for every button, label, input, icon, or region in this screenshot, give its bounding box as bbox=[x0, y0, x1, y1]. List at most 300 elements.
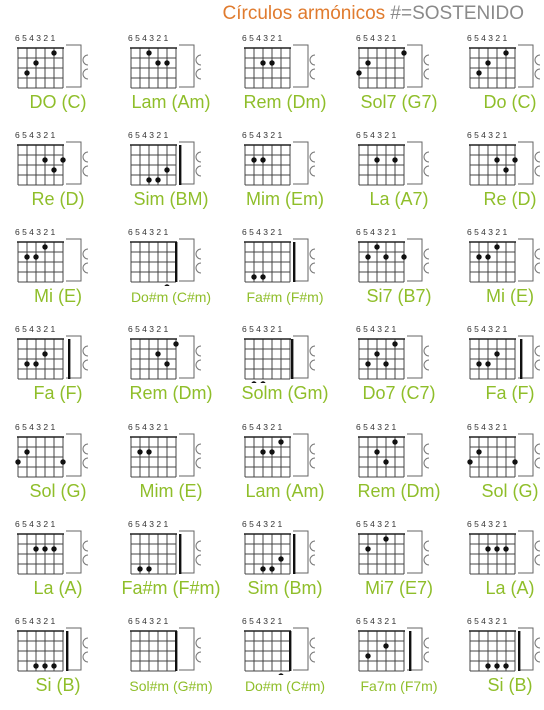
headstock-icon bbox=[518, 45, 533, 87]
chord-diagram bbox=[12, 226, 94, 286]
chord-label: Fa7m (F7m) bbox=[360, 678, 438, 694]
tuning-peg-icon bbox=[83, 555, 88, 565]
chord-label: Si (B) bbox=[487, 675, 533, 695]
chord-card bbox=[345, 30, 453, 127]
tuning-peg-icon bbox=[424, 638, 429, 648]
finger-dot bbox=[494, 663, 499, 668]
string-numbers: 6 5 4 3 2 1 bbox=[356, 130, 397, 140]
tuning-peg-icon bbox=[535, 638, 540, 648]
finger-dot bbox=[401, 50, 406, 55]
headstock-icon bbox=[293, 45, 308, 87]
finger-dot bbox=[365, 60, 370, 65]
chord-label: Sol7 (G7) bbox=[360, 92, 438, 112]
tuning-peg-icon bbox=[310, 652, 315, 662]
tuning-peg-icon bbox=[310, 263, 315, 273]
headstock-icon bbox=[66, 531, 81, 573]
string-numbers: 6 5 4 3 2 1 bbox=[128, 130, 169, 140]
string-numbers: 6 5 4 3 2 1 bbox=[467, 324, 508, 334]
chord-diagram bbox=[12, 518, 94, 578]
tuning-peg-icon bbox=[310, 638, 315, 648]
chord-diagram bbox=[125, 323, 207, 383]
chord-card bbox=[231, 516, 339, 613]
tuning-peg-icon bbox=[535, 152, 540, 162]
chord-card bbox=[456, 613, 544, 710]
finger-dot bbox=[485, 254, 490, 259]
chord-card bbox=[231, 224, 339, 321]
tuning-peg-icon bbox=[535, 555, 540, 565]
string-numbers: 6 5 4 3 2 1 bbox=[128, 33, 169, 43]
title-accent: #=SOSTENIDO bbox=[390, 3, 524, 24]
chord-diagram bbox=[239, 32, 321, 92]
chord-card bbox=[117, 516, 225, 613]
string-numbers: 6 5 4 3 2 1 bbox=[128, 324, 169, 334]
chord-diagram bbox=[12, 323, 94, 383]
finger-dot bbox=[137, 449, 142, 454]
headstock-icon bbox=[66, 142, 81, 184]
tuning-peg-icon bbox=[535, 444, 540, 454]
barre-marker bbox=[293, 534, 295, 574]
finger-dot bbox=[146, 566, 151, 571]
string-numbers: 6 5 4 3 2 1 bbox=[15, 422, 56, 432]
chord-card bbox=[345, 224, 453, 321]
tuning-peg-icon bbox=[310, 69, 315, 79]
chord-diagram bbox=[239, 323, 321, 383]
title-main: Círculos armónicos bbox=[222, 3, 386, 24]
barre-marker bbox=[179, 145, 181, 185]
tuning-peg-icon bbox=[424, 55, 429, 65]
chord-label: Do (C) bbox=[483, 92, 537, 112]
string-numbers: 6 5 4 3 2 1 bbox=[242, 519, 283, 529]
barre-marker bbox=[293, 242, 295, 282]
headstock-icon bbox=[66, 45, 81, 87]
chord-card bbox=[345, 321, 453, 418]
finger-dot bbox=[164, 284, 169, 286]
chord-label: Fa (F) bbox=[33, 383, 83, 403]
chord-label: La (A7) bbox=[369, 189, 429, 209]
chord-label: Mim (Em) bbox=[246, 189, 324, 209]
tuning-peg-icon bbox=[310, 152, 315, 162]
tuning-peg-icon bbox=[424, 263, 429, 273]
finger-dot bbox=[503, 546, 508, 551]
finger-dot bbox=[485, 546, 490, 551]
tuning-peg-icon bbox=[83, 541, 88, 551]
tuning-peg-icon bbox=[196, 444, 201, 454]
finger-dot bbox=[33, 60, 38, 65]
chord-diagram bbox=[464, 518, 544, 578]
tuning-peg-icon bbox=[83, 638, 88, 648]
finger-dot bbox=[155, 60, 160, 65]
chord-diagram bbox=[464, 421, 544, 481]
chord-card bbox=[345, 613, 453, 710]
tuning-peg-icon bbox=[83, 346, 88, 356]
finger-dot bbox=[33, 361, 38, 366]
tuning-peg-icon bbox=[424, 444, 429, 454]
chord-diagram bbox=[353, 129, 435, 189]
string-numbers: 6 5 4 3 2 1 bbox=[15, 130, 56, 140]
chord-diagram bbox=[12, 615, 94, 675]
barre-marker bbox=[179, 534, 181, 574]
finger-dot bbox=[42, 351, 47, 356]
string-numbers: 6 5 4 3 2 1 bbox=[356, 616, 397, 626]
tuning-peg-icon bbox=[535, 360, 540, 370]
chord-label: Sol (G) bbox=[29, 481, 87, 501]
finger-dot bbox=[365, 254, 370, 259]
finger-dot bbox=[146, 449, 151, 454]
barre-marker bbox=[68, 339, 70, 379]
chord-diagram bbox=[353, 32, 435, 92]
string-numbers: 6 5 4 3 2 1 bbox=[356, 33, 397, 43]
chord-label: Solm (Gm) bbox=[241, 383, 329, 403]
finger-dot bbox=[60, 459, 65, 464]
finger-dot bbox=[512, 157, 517, 162]
chord-card bbox=[231, 613, 339, 710]
finger-dot bbox=[485, 663, 490, 668]
finger-dot bbox=[260, 274, 265, 279]
finger-dot bbox=[51, 50, 56, 55]
string-numbers: 6 5 4 3 2 1 bbox=[356, 324, 397, 334]
string-numbers: 6 5 4 3 2 1 bbox=[467, 130, 508, 140]
tuning-peg-icon bbox=[424, 541, 429, 551]
string-numbers: 6 5 4 3 2 1 bbox=[15, 616, 56, 626]
tuning-peg-icon bbox=[535, 166, 540, 176]
chord-label: Lam (Am) bbox=[131, 92, 211, 112]
tuning-peg-icon bbox=[424, 458, 429, 468]
headstock-icon bbox=[407, 531, 422, 573]
chord-label: Do#m (C#m) bbox=[130, 289, 212, 305]
finger-dot bbox=[374, 351, 379, 356]
headstock-icon bbox=[293, 628, 308, 670]
headstock-icon bbox=[179, 628, 194, 670]
tuning-peg-icon bbox=[424, 652, 429, 662]
chord-label: Sol (G) bbox=[481, 481, 539, 501]
finger-dot bbox=[164, 167, 169, 172]
tuning-peg-icon bbox=[310, 444, 315, 454]
chord-card bbox=[456, 30, 544, 127]
tuning-peg-icon bbox=[196, 263, 201, 273]
chord-label: Si7 (B7) bbox=[366, 286, 432, 306]
tuning-peg-icon bbox=[196, 249, 201, 259]
chord-diagram bbox=[125, 518, 207, 578]
chord-label: Do7 (C7) bbox=[362, 383, 436, 403]
string-numbers: 6 5 4 3 2 1 bbox=[128, 616, 169, 626]
chord-label: Rem (Dm) bbox=[357, 481, 441, 501]
finger-dot bbox=[476, 361, 481, 366]
finger-dot bbox=[251, 274, 256, 279]
tuning-peg-icon bbox=[83, 263, 88, 273]
chord-card bbox=[231, 321, 339, 418]
chord-diagram bbox=[353, 615, 435, 675]
finger-dot bbox=[401, 254, 406, 259]
finger-dot bbox=[278, 439, 283, 444]
finger-dot bbox=[392, 439, 397, 444]
finger-dot bbox=[374, 244, 379, 249]
string-numbers: 6 5 4 3 2 1 bbox=[242, 616, 283, 626]
tuning-peg-icon bbox=[310, 458, 315, 468]
chord-card bbox=[117, 321, 225, 418]
chord-card bbox=[4, 224, 112, 321]
finger-dot bbox=[42, 546, 47, 551]
tuning-peg-icon bbox=[535, 652, 540, 662]
finger-dot bbox=[155, 351, 160, 356]
tuning-peg-icon bbox=[196, 166, 201, 176]
tuning-peg-icon bbox=[196, 55, 201, 65]
finger-dot bbox=[51, 167, 56, 172]
string-numbers: 6 5 4 3 2 1 bbox=[242, 33, 283, 43]
chord-label: DO (C) bbox=[29, 92, 87, 112]
chord-label: Mi7 (E7) bbox=[364, 578, 433, 598]
finger-dot bbox=[24, 70, 29, 75]
headstock-icon bbox=[293, 434, 308, 476]
finger-dot bbox=[503, 50, 508, 55]
chord-diagram bbox=[353, 518, 435, 578]
string-numbers: 6 5 4 3 2 1 bbox=[15, 324, 56, 334]
string-numbers: 6 5 4 3 2 1 bbox=[467, 616, 508, 626]
headstock-icon bbox=[66, 239, 81, 281]
chord-diagram bbox=[125, 615, 207, 675]
tuning-peg-icon bbox=[310, 249, 315, 259]
finger-dot bbox=[42, 157, 47, 162]
chord-label: La (A) bbox=[485, 578, 535, 598]
tuning-peg-icon bbox=[424, 346, 429, 356]
tuning-peg-icon bbox=[196, 541, 201, 551]
finger-dot bbox=[476, 254, 481, 259]
chord-label: Sol#m (G#m) bbox=[129, 678, 213, 694]
chord-label: Mi (E) bbox=[34, 286, 82, 306]
chord-diagram bbox=[464, 615, 544, 675]
chord-diagram bbox=[12, 32, 94, 92]
finger-dot bbox=[33, 254, 38, 259]
tuning-peg-icon bbox=[424, 249, 429, 259]
finger-dot bbox=[392, 157, 397, 162]
chord-label: Fa (F) bbox=[485, 383, 535, 403]
finger-dot bbox=[383, 459, 388, 464]
chord-card bbox=[231, 30, 339, 127]
chord-label: Si (B) bbox=[35, 675, 81, 695]
chord-diagram bbox=[239, 518, 321, 578]
tuning-peg-icon bbox=[83, 652, 88, 662]
tuning-peg-icon bbox=[196, 69, 201, 79]
finger-dot bbox=[33, 546, 38, 551]
finger-dot bbox=[146, 50, 151, 55]
barre-marker bbox=[175, 631, 177, 671]
tuning-peg-icon bbox=[535, 55, 540, 65]
chord-diagram bbox=[464, 129, 544, 189]
chord-diagram bbox=[464, 32, 544, 92]
chord-diagram bbox=[239, 226, 321, 286]
finger-dot bbox=[24, 254, 29, 259]
finger-dot bbox=[146, 177, 151, 182]
finger-dot bbox=[164, 60, 169, 65]
chord-card bbox=[345, 516, 453, 613]
barre-marker bbox=[289, 631, 291, 671]
chord-label: Lam (Am) bbox=[245, 481, 325, 501]
chord-label: Mi (E) bbox=[486, 286, 534, 306]
finger-dot bbox=[251, 157, 256, 162]
chord-diagram bbox=[353, 421, 435, 481]
headstock-icon bbox=[179, 336, 194, 378]
headstock-icon bbox=[407, 434, 422, 476]
string-numbers: 6 5 4 3 2 1 bbox=[15, 227, 56, 237]
finger-dot bbox=[494, 351, 499, 356]
barre-marker bbox=[66, 631, 68, 671]
chord-card bbox=[4, 127, 112, 224]
tuning-peg-icon bbox=[310, 166, 315, 176]
string-numbers: 6 5 4 3 2 1 bbox=[242, 130, 283, 140]
chord-card bbox=[4, 613, 112, 710]
tuning-peg-icon bbox=[424, 166, 429, 176]
chord-label: Mim (E) bbox=[139, 481, 203, 501]
headstock-icon bbox=[518, 531, 533, 573]
string-numbers: 6 5 4 3 2 1 bbox=[467, 33, 508, 43]
chord-label: Re (D) bbox=[31, 189, 85, 209]
tuning-peg-icon bbox=[424, 555, 429, 565]
finger-dot bbox=[278, 673, 283, 675]
chord-diagram bbox=[125, 129, 207, 189]
headstock-icon bbox=[179, 434, 194, 476]
finger-dot bbox=[155, 177, 160, 182]
string-numbers: 6 5 4 3 2 1 bbox=[128, 227, 169, 237]
finger-dot bbox=[383, 536, 388, 541]
finger-dot bbox=[485, 361, 490, 366]
tuning-peg-icon bbox=[310, 346, 315, 356]
page-title bbox=[223, 3, 524, 25]
finger-dot bbox=[494, 546, 499, 551]
tuning-peg-icon bbox=[196, 152, 201, 162]
chord-diagram bbox=[239, 421, 321, 481]
finger-dot bbox=[356, 70, 361, 75]
finger-dot bbox=[467, 459, 472, 464]
chord-diagram bbox=[239, 129, 321, 189]
chord-diagram bbox=[125, 421, 207, 481]
tuning-peg-icon bbox=[310, 55, 315, 65]
tuning-peg-icon bbox=[196, 652, 201, 662]
tuning-peg-icon bbox=[196, 346, 201, 356]
headstock-icon bbox=[518, 142, 533, 184]
string-numbers: 6 5 4 3 2 1 bbox=[242, 422, 283, 432]
finger-dot bbox=[260, 566, 265, 571]
chord-card bbox=[4, 419, 112, 516]
tuning-peg-icon bbox=[196, 638, 201, 648]
finger-dot bbox=[137, 566, 142, 571]
tuning-peg-icon bbox=[535, 69, 540, 79]
finger-dot bbox=[278, 556, 283, 561]
finger-dot bbox=[42, 663, 47, 668]
headstock-icon bbox=[518, 239, 533, 281]
chord-card bbox=[456, 516, 544, 613]
chord-diagram bbox=[353, 323, 435, 383]
string-numbers: 6 5 4 3 2 1 bbox=[467, 227, 508, 237]
string-numbers: 6 5 4 3 2 1 bbox=[128, 422, 169, 432]
finger-dot bbox=[392, 341, 397, 346]
tuning-peg-icon bbox=[83, 55, 88, 65]
finger-dot bbox=[51, 663, 56, 668]
barre-marker bbox=[409, 631, 411, 671]
chord-card bbox=[117, 127, 225, 224]
finger-dot bbox=[33, 663, 38, 668]
chord-card bbox=[456, 224, 544, 321]
string-numbers: 6 5 4 3 2 1 bbox=[467, 422, 508, 432]
headstock-icon bbox=[407, 45, 422, 87]
finger-dot bbox=[476, 449, 481, 454]
chord-card bbox=[345, 419, 453, 516]
chord-label: Sim (Bm) bbox=[247, 578, 323, 598]
chord-card bbox=[117, 224, 225, 321]
tuning-peg-icon bbox=[535, 263, 540, 273]
tuning-peg-icon bbox=[83, 152, 88, 162]
tuning-peg-icon bbox=[535, 346, 540, 356]
string-numbers: 6 5 4 3 2 1 bbox=[467, 519, 508, 529]
tuning-peg-icon bbox=[535, 249, 540, 259]
chord-label: Re (D) bbox=[483, 189, 537, 209]
chord-card bbox=[456, 419, 544, 516]
chord-diagram bbox=[125, 226, 207, 286]
headstock-icon bbox=[293, 336, 308, 378]
tuning-peg-icon bbox=[83, 360, 88, 370]
finger-dot bbox=[365, 361, 370, 366]
string-numbers: 6 5 4 3 2 1 bbox=[356, 227, 397, 237]
string-numbers: 6 5 4 3 2 1 bbox=[356, 422, 397, 432]
chord-card bbox=[456, 321, 544, 418]
finger-dot bbox=[269, 60, 274, 65]
string-numbers: 6 5 4 3 2 1 bbox=[356, 519, 397, 529]
finger-dot bbox=[512, 459, 517, 464]
tuning-peg-icon bbox=[535, 458, 540, 468]
tuning-peg-icon bbox=[424, 69, 429, 79]
chord-label: Fa#m (F#m) bbox=[121, 578, 221, 598]
string-numbers: 6 5 4 3 2 1 bbox=[242, 324, 283, 334]
finger-dot bbox=[383, 643, 388, 648]
finger-dot bbox=[383, 254, 388, 259]
finger-dot bbox=[503, 663, 508, 668]
headstock-icon bbox=[518, 434, 533, 476]
barre-marker bbox=[520, 339, 522, 379]
tuning-peg-icon bbox=[310, 555, 315, 565]
barre-marker bbox=[175, 242, 177, 282]
chord-card bbox=[456, 127, 544, 224]
chord-label: La (A) bbox=[33, 578, 83, 598]
finger-dot bbox=[60, 157, 65, 162]
chord-diagram bbox=[125, 32, 207, 92]
headstock-icon bbox=[179, 239, 194, 281]
chord-label: Fa#m (F#m) bbox=[246, 289, 324, 305]
finger-dot bbox=[173, 341, 178, 346]
finger-dot bbox=[51, 546, 56, 551]
chord-card bbox=[117, 613, 225, 710]
chord-diagram bbox=[464, 226, 544, 286]
tuning-peg-icon bbox=[83, 249, 88, 259]
finger-dot bbox=[383, 361, 388, 366]
headstock-icon bbox=[407, 336, 422, 378]
headstock-icon bbox=[66, 434, 81, 476]
tuning-peg-icon bbox=[424, 152, 429, 162]
headstock-icon bbox=[179, 45, 194, 87]
finger-dot bbox=[503, 167, 508, 172]
tuning-peg-icon bbox=[196, 458, 201, 468]
tuning-peg-icon bbox=[83, 458, 88, 468]
chord-diagram bbox=[353, 226, 435, 286]
finger-dot bbox=[24, 361, 29, 366]
chord-diagram bbox=[12, 129, 94, 189]
tuning-peg-icon bbox=[83, 69, 88, 79]
string-numbers: 6 5 4 3 2 1 bbox=[15, 519, 56, 529]
chord-label: Rem (Dm) bbox=[243, 92, 327, 112]
finger-dot bbox=[260, 449, 265, 454]
chord-diagram bbox=[464, 323, 544, 383]
tuning-peg-icon bbox=[83, 444, 88, 454]
finger-dot bbox=[260, 157, 265, 162]
finger-dot bbox=[24, 449, 29, 454]
finger-dot bbox=[374, 157, 379, 162]
